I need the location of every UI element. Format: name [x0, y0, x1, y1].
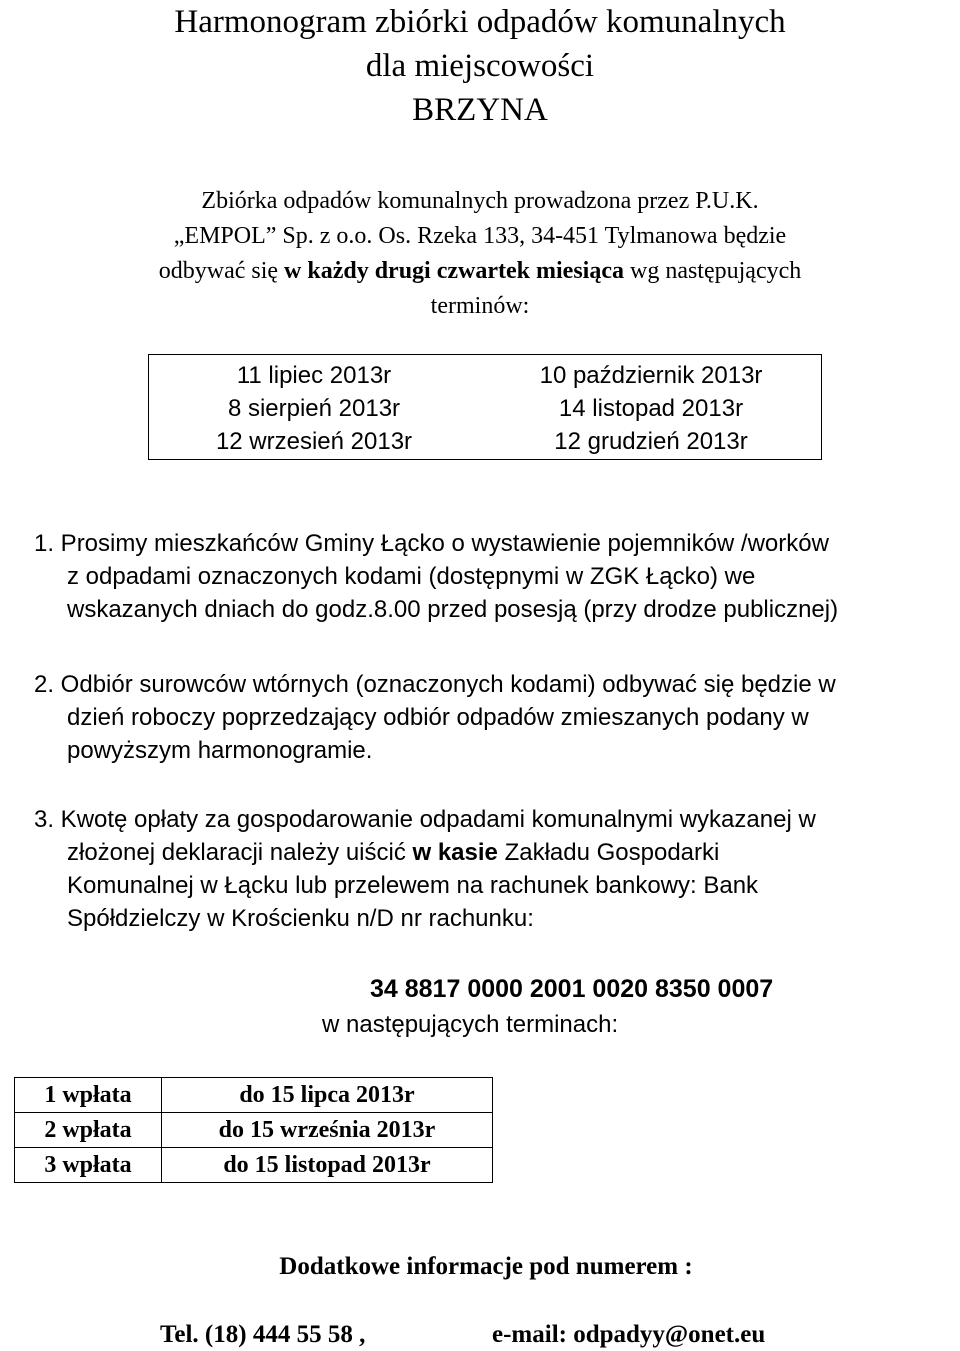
dates-right-column	[479, 359, 823, 458]
contact-heading: Dodatkowe informacje pod numerem :	[279, 1253, 693, 1280]
item-2-line-1: 2. Odbiór surowców wtórnych (oznaczonych kodami) odbywać się będzie w	[34, 671, 836, 698]
collection-date: 12 wrzesień 2013r	[215, 428, 413, 455]
table-row	[15, 1113, 493, 1148]
collection-dates-box	[148, 354, 822, 460]
title-line-3: BRZYNA	[412, 92, 548, 128]
collection-date: 12 grudzień 2013r	[554, 428, 748, 455]
payment-label: 2 wpłata	[15, 1113, 162, 1148]
payment-due-date: do 15 września 2013r	[162, 1113, 493, 1148]
instruction-item-2	[34, 668, 960, 767]
collection-date: 11 lipiec 2013r	[236, 362, 392, 389]
item-2-line-2: dzień roboczy poprzedzający odbiór odpadów zmieszanych podany w	[67, 704, 809, 731]
intro-line-3-start: odbywać się	[158, 258, 285, 284]
payment-due-date: do 15 lipca 2013r	[162, 1078, 493, 1113]
item-3-line-2-end: Zakładu Gospodarki	[497, 839, 720, 866]
collection-date: 14 listopad 2013r	[558, 395, 744, 422]
collection-date: 8 sierpień 2013r	[227, 395, 401, 422]
instruction-item-3	[34, 803, 960, 935]
intro-line-3-end: wg następujących	[623, 258, 802, 284]
item-1-line-2: z odpadami oznaczonych kodami (dostępnymi w ZGK Łącko) we	[67, 563, 756, 590]
contact-email: e-mail: odpadyy@onet.eu	[492, 1321, 766, 1348]
intro-line-3	[40, 254, 920, 289]
item-3-line-3: Komunalnej w Łącku lub przelewem na rachunek bankowy: Bank	[67, 872, 759, 899]
title-line-1: Harmonogram zbiórki odpadów komunalnych	[174, 4, 786, 40]
item-3-line-2	[34, 836, 960, 869]
payment-terms-label: w następujących terminach:	[322, 1011, 619, 1038]
bank-account-number: 34 8817 0000 2001 0020 8350 0007	[370, 975, 774, 1003]
item-2-line-3: powyższym harmonogramie.	[67, 737, 373, 764]
intro-schedule-emphasis: w każdy drugi czwartek miesiąca	[284, 258, 624, 284]
collection-date: 10 październik 2013r	[539, 362, 763, 389]
intro-line-2: „EMPOL” Sp. z o.o. Os. Rzeka 133, 34-451 Tylmanowa będzie	[173, 223, 787, 249]
payment-due-date: do 15 listopad 2013r	[162, 1148, 493, 1183]
dates-left-column	[149, 359, 479, 458]
item-3-line-1: 3. Kwotę opłaty za gospodarowanie odpadami komunalnymi wykazanej w	[34, 806, 816, 833]
intro-line-1: Zbiórka odpadów komunalnych prowadzona przez P.U.K.	[201, 188, 759, 214]
item-3-line-2-start: złożonej deklaracji należy uiścić	[67, 839, 413, 866]
payment-label: 1 wpłata	[15, 1078, 162, 1113]
intro-paragraph	[40, 184, 920, 324]
item-3-line-4: Spółdzielczy w Krościenku n/D nr rachunku:	[67, 905, 534, 932]
document-title	[0, 0, 960, 132]
payment-schedule-table	[14, 1077, 493, 1183]
item-3-cashier-emphasis: w kasie	[412, 839, 498, 866]
instruction-item-1	[34, 527, 960, 626]
contact-phone: Tel. (18) 444 55 58 ,	[160, 1321, 366, 1348]
table-row	[15, 1078, 493, 1113]
intro-line-4: terminów:	[430, 293, 530, 319]
title-line-2: dla miejscowości	[365, 48, 595, 84]
payment-label: 3 wpłata	[15, 1148, 162, 1183]
item-1-line-3: wskazanych dniach do godz.8.00 przed posesją (przy drodze publicznej)	[67, 596, 839, 623]
table-row	[15, 1148, 493, 1183]
item-1-line-1: 1. Prosimy mieszkańców Gminy Łącko o wystawienie pojemników /worków	[34, 530, 829, 557]
